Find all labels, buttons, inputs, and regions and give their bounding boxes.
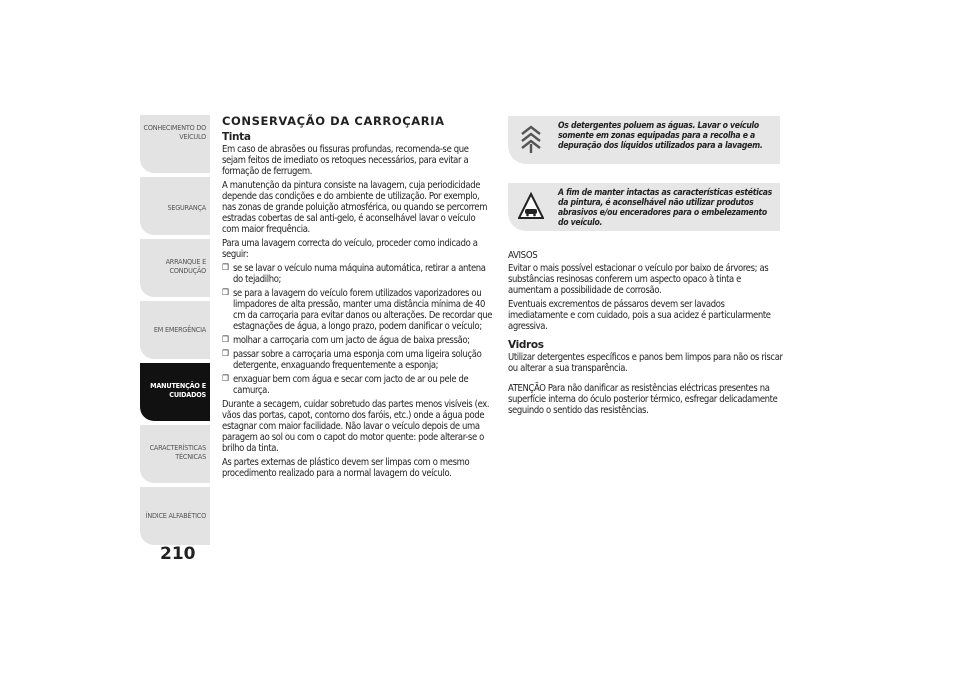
- subsection-title: Tinta: [222, 131, 251, 143]
- tab-conhecimento-do-veiculo[interactable]: [140, 115, 210, 173]
- paragraph: Eventuais excrementos de pássaros devem ser lavados imediatamente e com cuidado, pois a sua acidez é particularmente agressiva.: [508, 299, 771, 332]
- tab-label: CARACTERÍSTICAS: [149, 443, 206, 452]
- paragraph: ATENÇÃO Para não danificar as resistências eléctricas presentes na superfície interna do óculo posterior térmico, esfregar delicadamente seguindo o sentido das resistências.: [508, 383, 778, 416]
- procedure-list: [222, 263, 494, 396]
- paragraph: Durante a secagem, cuidar sobretudo das partes menos visíveis (ex. vãos das portas, capot, contorno dos faróis, etc.) onde a água pode estagnar com maior facilidade. Não lavar o veículo depois de uma paragem ao sol ou com o capot do motor quente: pode alterar-se o brilho da tinta.: [222, 399, 490, 454]
- tab-label: VEÍCULO: [179, 132, 206, 141]
- list-item-text: se para a lavagem do veículo forem utilizados vaporizadores ou limpadores de alta pressão, manter uma distância mínima de 40 cm da carroçaria para evitar danos ou alterações. De recordar que estagnações de água, a longo prazo, podem danificar o veículo;: [233, 288, 493, 332]
- warning-notice: [508, 183, 780, 231]
- tab-label: ÍNDICE ALFABÉTICO: [145, 511, 206, 520]
- environment-notice: [508, 116, 780, 164]
- left-column: [222, 116, 494, 482]
- list-item-text: enxaguar bem com água e secar com jacto de ar ou pele de camurça.: [233, 374, 469, 396]
- notice-text: A fim de manter intactas as características estéticas da pintura, é aconselhável não utilizar produtos abrasivos e/ou enceradores para o embelezamento do veículo.: [558, 188, 772, 228]
- checkbox-bullet-icon: ❒: [222, 263, 229, 273]
- right-column: [508, 250, 783, 419]
- checkbox-bullet-icon: ❒: [222, 335, 229, 345]
- tab-label: TÉCNICAS: [175, 452, 206, 461]
- tab-label: ARRANQUE E: [165, 257, 206, 266]
- subsection-title: Vidros: [508, 339, 544, 351]
- tab-indice-alfabetico[interactable]: [140, 487, 210, 545]
- list-item: [222, 349, 494, 371]
- paragraph: Utilizar detergentes específicos e panos bem limpos para não os riscar ou alterar a sua transparência.: [508, 352, 783, 374]
- tab-arranque-e-conducao[interactable]: [140, 239, 210, 297]
- checkbox-bullet-icon: ❒: [222, 374, 229, 384]
- list-item-text: se se lavar o veículo numa máquina automática, retirar a antena do tejadilho;: [233, 263, 486, 285]
- list-item-text: molhar a carroçaria com um jacto de água de baixa pressão;: [233, 335, 470, 346]
- tab-seguranca[interactable]: [140, 177, 210, 235]
- tab-label: MANUTENÇÃO E: [150, 381, 206, 390]
- tab-label: SEGURANÇA: [167, 203, 206, 212]
- tab-label: CUIDADOS: [169, 390, 206, 399]
- paragraph: As partes externas de plástico devem ser limpas com o mesmo procedimento realizado para a normal lavagem do veículo.: [222, 457, 470, 479]
- list-item: [222, 288, 494, 332]
- tab-manutencao-e-cuidados[interactable]: [140, 363, 210, 421]
- checkbox-bullet-icon: ❒: [222, 349, 229, 359]
- avisos-heading: AVISOS: [508, 250, 538, 261]
- tab-label: CONDUÇÃO: [169, 266, 206, 275]
- notice-text: Os detergentes poluem as águas. Lavar o veículo somente em zonas equipadas para a recolha e a depuração dos líquidos utilizados para a lavagem.: [558, 121, 763, 151]
- paragraph: Em caso de abrasões ou fissuras profundas, recomenda-se que sejam feitos de imediato os retoques necessários, para evitar a formação de ferrugem.: [222, 144, 469, 177]
- warning-icon: [518, 191, 544, 221]
- page-number: 210: [160, 544, 196, 564]
- tab-caracteristicas-tecnicas[interactable]: [140, 425, 210, 483]
- paragraph: Para uma lavagem correcta do veículo, proceder como indicado a seguir:: [222, 238, 478, 260]
- list-item: [222, 374, 494, 396]
- paragraph: A manutenção da pintura consiste na lavagem, cuja periodicidade depende das condições e do ambiente de utilização. Por exemplo, nas zonas de grande poluição atmosférica, ou quando se percorrem estradas cobertas de sal anti-gelo, é aconselhável lavar o veículo com maior frequência.: [222, 180, 488, 235]
- tab-label: CONHECIMENTO DO: [143, 123, 206, 132]
- tab-em-emergencia[interactable]: [140, 301, 210, 359]
- tab-label: EM EMERGÊNCIA: [153, 325, 206, 334]
- list-item: [222, 335, 494, 346]
- list-item-text: passar sobre a carroçaria uma esponja com uma ligeira solução detergente, enxaguando frequentemente a esponja;: [233, 349, 482, 371]
- checkbox-bullet-icon: ❒: [222, 288, 229, 298]
- environment-icon: [518, 124, 544, 154]
- section-title: CONSERVAÇÃO DA CARROÇARIA: [222, 114, 445, 128]
- paragraph: Evitar o mais possível estacionar o veículo por baixo de árvores; as substâncias resinosas conferem um aspecto opaco à tinta e aumentam a possibilidade de corrosão.: [508, 263, 769, 296]
- list-item: [222, 263, 494, 285]
